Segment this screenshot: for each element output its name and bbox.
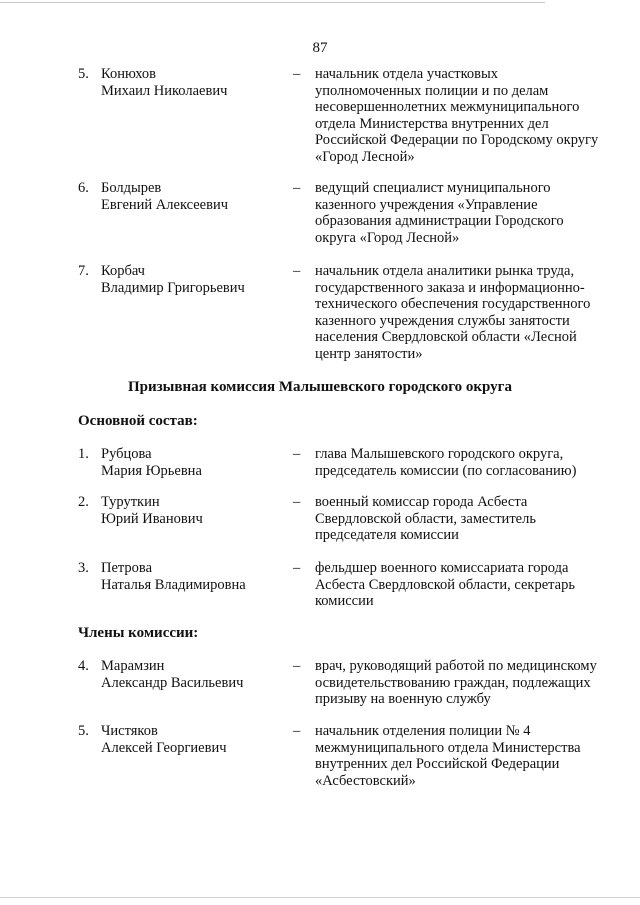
item-number: 4. <box>78 658 89 674</box>
description-line: государственного заказа и информационно- <box>315 279 585 296</box>
dash-separator: – <box>293 494 301 510</box>
description-line: внутренних дел Российской Федерации <box>315 756 560 773</box>
dash-separator: – <box>293 446 301 462</box>
person-name <box>101 494 291 527</box>
given-name: Мария Юрьевна <box>101 462 202 479</box>
description-line: населения Свердловской области «Лесной <box>315 329 577 346</box>
surname: Корбач <box>101 263 145 279</box>
position-description <box>315 180 625 246</box>
description-line: председатель комиссии (по согласованию) <box>315 462 577 479</box>
given-name: Наталья Владимировна <box>101 576 246 593</box>
description-line: глава Малышевского городского округа, <box>315 446 564 462</box>
given-name: Михаил Николаевич <box>101 82 228 99</box>
person-name <box>101 66 291 99</box>
description-line: Свердловской области, заместитель <box>315 510 536 527</box>
position-description <box>315 263 625 363</box>
person-name <box>101 560 291 593</box>
given-name: Евгений Алексеевич <box>101 196 229 213</box>
description-line: уполномоченных полиции и по делам <box>315 82 549 99</box>
item-number: 2. <box>78 494 89 510</box>
description-line: председателя комиссии <box>315 527 459 544</box>
description-line: «Асбестовский» <box>315 772 416 789</box>
description-line: казенного учреждения службы занятости <box>315 312 570 329</box>
description-line: комиссии <box>315 593 374 610</box>
dash-separator: – <box>293 658 301 674</box>
description-line: центр занятости» <box>315 345 423 362</box>
members-heading: Члены комиссии: <box>78 625 199 641</box>
person-name <box>101 180 291 213</box>
given-name: Владимир Григорьевич <box>101 279 245 296</box>
item-number: 6. <box>78 180 89 196</box>
scan-top-edge <box>0 2 545 3</box>
description-line: Российской Федерации по Городскому округу <box>315 132 599 149</box>
item-number: 5. <box>78 723 89 739</box>
position-description <box>315 658 625 708</box>
position-description <box>315 494 625 544</box>
position-description <box>315 66 625 166</box>
description-line: начальник отделения полиции № 4 <box>315 723 531 739</box>
item-number: 1. <box>78 446 89 462</box>
surname: Рубцова <box>101 446 152 462</box>
person-name <box>101 723 291 756</box>
item-number: 5. <box>78 66 89 82</box>
description-line: образования администрации Городского <box>315 213 564 230</box>
description-line: ведущий специалист муниципального <box>315 180 551 196</box>
scan-bottom-edge <box>0 897 640 898</box>
position-description <box>315 560 625 610</box>
dash-separator: – <box>293 723 301 739</box>
main-composition-heading: Основной состав: <box>78 413 198 429</box>
person-name <box>101 446 291 479</box>
description-line: фельдшер военного комиссариата города <box>315 560 569 576</box>
surname: Петрова <box>101 560 153 576</box>
description-line: начальник отдела участковых <box>315 66 498 82</box>
position-description <box>315 723 625 789</box>
commission-title: Призывная комиссия Малышевского городского округа <box>128 379 512 395</box>
description-line: Асбеста Свердловской области, секретарь <box>315 576 575 593</box>
surname: Конюхов <box>101 66 157 82</box>
surname: Марамзин <box>101 658 165 674</box>
dash-separator: – <box>293 560 301 576</box>
dash-separator: – <box>293 66 301 82</box>
given-name: Алексей Георгиевич <box>101 739 227 756</box>
description-line: врач, руководящий работой по медицинскому <box>315 658 597 674</box>
description-line: технического обеспечения государственного <box>315 296 591 313</box>
dash-separator: – <box>293 263 301 279</box>
surname: Чистяков <box>101 723 158 739</box>
description-line: призыву на военную службу <box>315 691 491 708</box>
description-line: освидетельствованию граждан, подлежащих <box>315 674 591 691</box>
description-line: несовершеннолетних межмуниципального <box>315 99 580 116</box>
description-line: начальник отдела аналитики рынка труда, <box>315 263 575 279</box>
description-line: казенного учреждения «Управление <box>315 196 538 213</box>
item-number: 3. <box>78 560 89 576</box>
position-description <box>315 446 625 479</box>
surname: Болдырев <box>101 180 162 196</box>
dash-separator: – <box>293 180 301 196</box>
page-number: 87 <box>312 40 328 56</box>
given-name: Александр Васильевич <box>101 674 244 691</box>
given-name: Юрий Иванович <box>101 510 203 527</box>
description-line: отдела Министерства внутренних дел <box>315 115 549 132</box>
person-name <box>101 658 291 691</box>
description-line: межмуниципального отдела Министерства <box>315 739 581 756</box>
surname: Туруткин <box>101 494 160 510</box>
description-line: военный комиссар города Асбеста <box>315 494 528 510</box>
description-line: «Город Лесной» <box>315 148 415 165</box>
person-name <box>101 263 291 296</box>
description-line: округа «Город Лесной» <box>315 229 460 246</box>
item-number: 7. <box>78 263 89 279</box>
